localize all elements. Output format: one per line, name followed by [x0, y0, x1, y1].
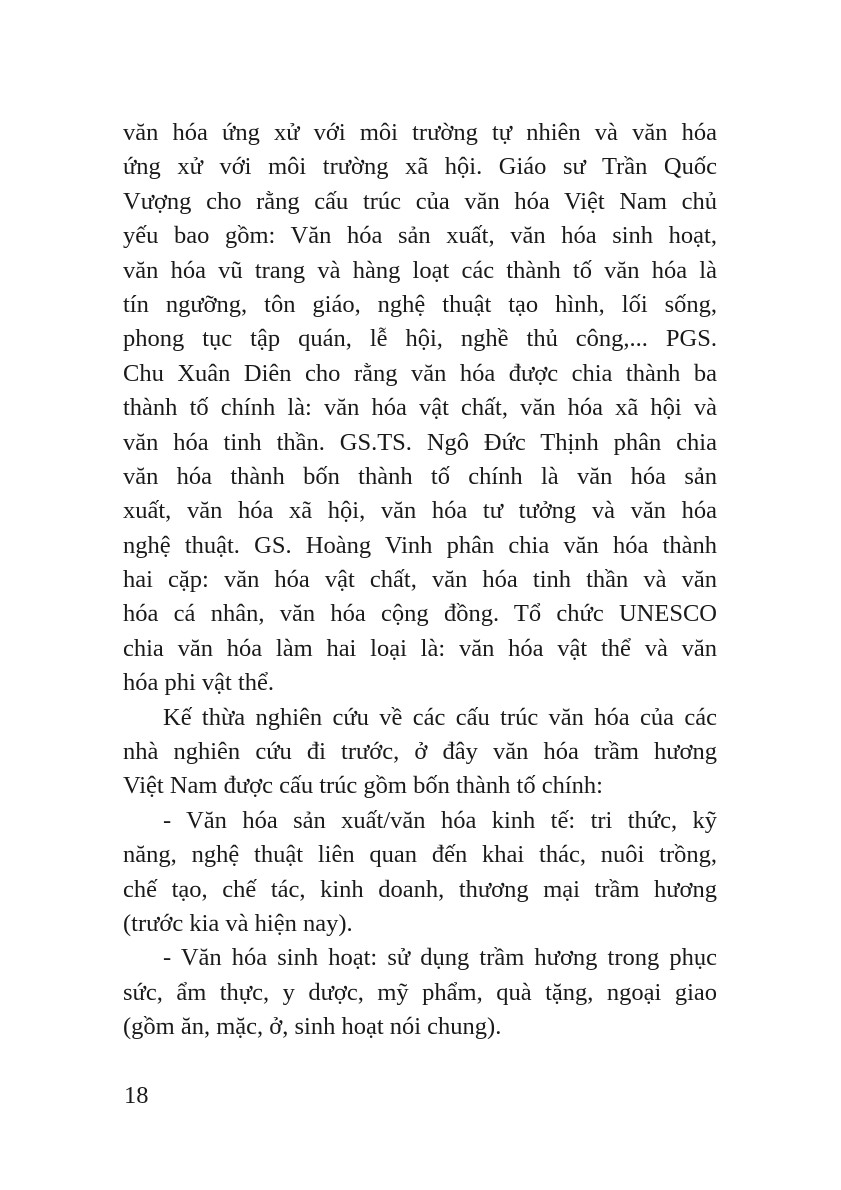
text-line: tín ngưỡng, tôn giáo, nghệ thuật tạo hình, lối sống,	[123, 290, 717, 318]
text-line: hóa cá nhân, văn hóa cộng đồng. Tổ chức UNESCO	[123, 600, 717, 628]
text-line: văn hóa thành bốn thành tố chính là văn hóa sản	[123, 462, 717, 490]
paragraph	[123, 701, 717, 804]
text-line: Vượng cho rằng cấu trúc của văn hóa Việt Nam chủ	[123, 187, 717, 215]
text-line: - Văn hóa sản xuất/văn hóa kinh tế: tri thức, kỹ	[163, 806, 717, 834]
text-line: văn hóa ứng xử với môi trường tự nhiên và văn hóa	[123, 119, 717, 146]
text-line: - Văn hóa sinh hoạt: sử dụng trầm hương trong phục	[163, 944, 717, 972]
text-line: nhà nghiên cứu đi trước, ở đây văn hóa trầm hương	[123, 738, 717, 766]
text-line: thành tố chính là: văn hóa vật chất, văn hóa xã hội và	[123, 394, 717, 422]
text-line: hai cặp: văn hóa vật chất, văn hóa tinh thần và văn	[123, 566, 717, 594]
text-line: Chu Xuân Diên cho rằng văn hóa được chia thành ba	[123, 359, 717, 387]
text-line: xuất, văn hóa xã hội, văn hóa tư tưởng và văn hóa	[123, 497, 717, 525]
text-line: (trước kia và hiện nay).	[123, 909, 353, 937]
text-line: yếu bao gồm: Văn hóa sản xuất, văn hóa sinh hoạt,	[123, 222, 717, 250]
paragraph	[123, 804, 717, 942]
text-line: chia văn hóa làm hai loại là: văn hóa vật thể và văn	[123, 634, 717, 662]
text-line: sức, ẩm thực, y dược, mỹ phẩm, quà tặng, ngoại giao	[123, 978, 717, 1006]
paragraph	[123, 941, 717, 1044]
text-line: (gồm ăn, mặc, ở, sinh hoạt nói chung).	[123, 1013, 502, 1041]
text-line: nghệ thuật. GS. Hoàng Vinh phân chia văn hóa thành	[123, 531, 717, 559]
text-line: văn hóa tinh thần. GS.TS. Ngô Đức Thịnh phân chia	[123, 428, 717, 456]
text-line: hóa phi vật thể.	[123, 669, 275, 697]
text-line: phong tục tập quán, lễ hội, nghề thủ công,... PGS.	[123, 325, 717, 353]
page-body-text	[123, 116, 717, 1045]
paragraph	[123, 116, 717, 701]
text-line: Việt Nam được cấu trúc gồm bốn thành tố chính:	[123, 772, 603, 800]
page-number: 18	[124, 1082, 149, 1109]
text-line: Kế thừa nghiên cứu về các cấu trúc văn hóa của các	[163, 703, 717, 731]
text-line: chế tạo, chế tác, kinh doanh, thương mại trầm hương	[123, 875, 717, 903]
text-line: năng, nghệ thuật liên quan đến khai thác, nuôi trồng,	[123, 841, 717, 869]
text-line: ứng xử với môi trường xã hội. Giáo sư Trần Quốc	[123, 153, 717, 181]
text-line: văn hóa vũ trang và hàng loạt các thành tố văn hóa là	[123, 256, 717, 284]
